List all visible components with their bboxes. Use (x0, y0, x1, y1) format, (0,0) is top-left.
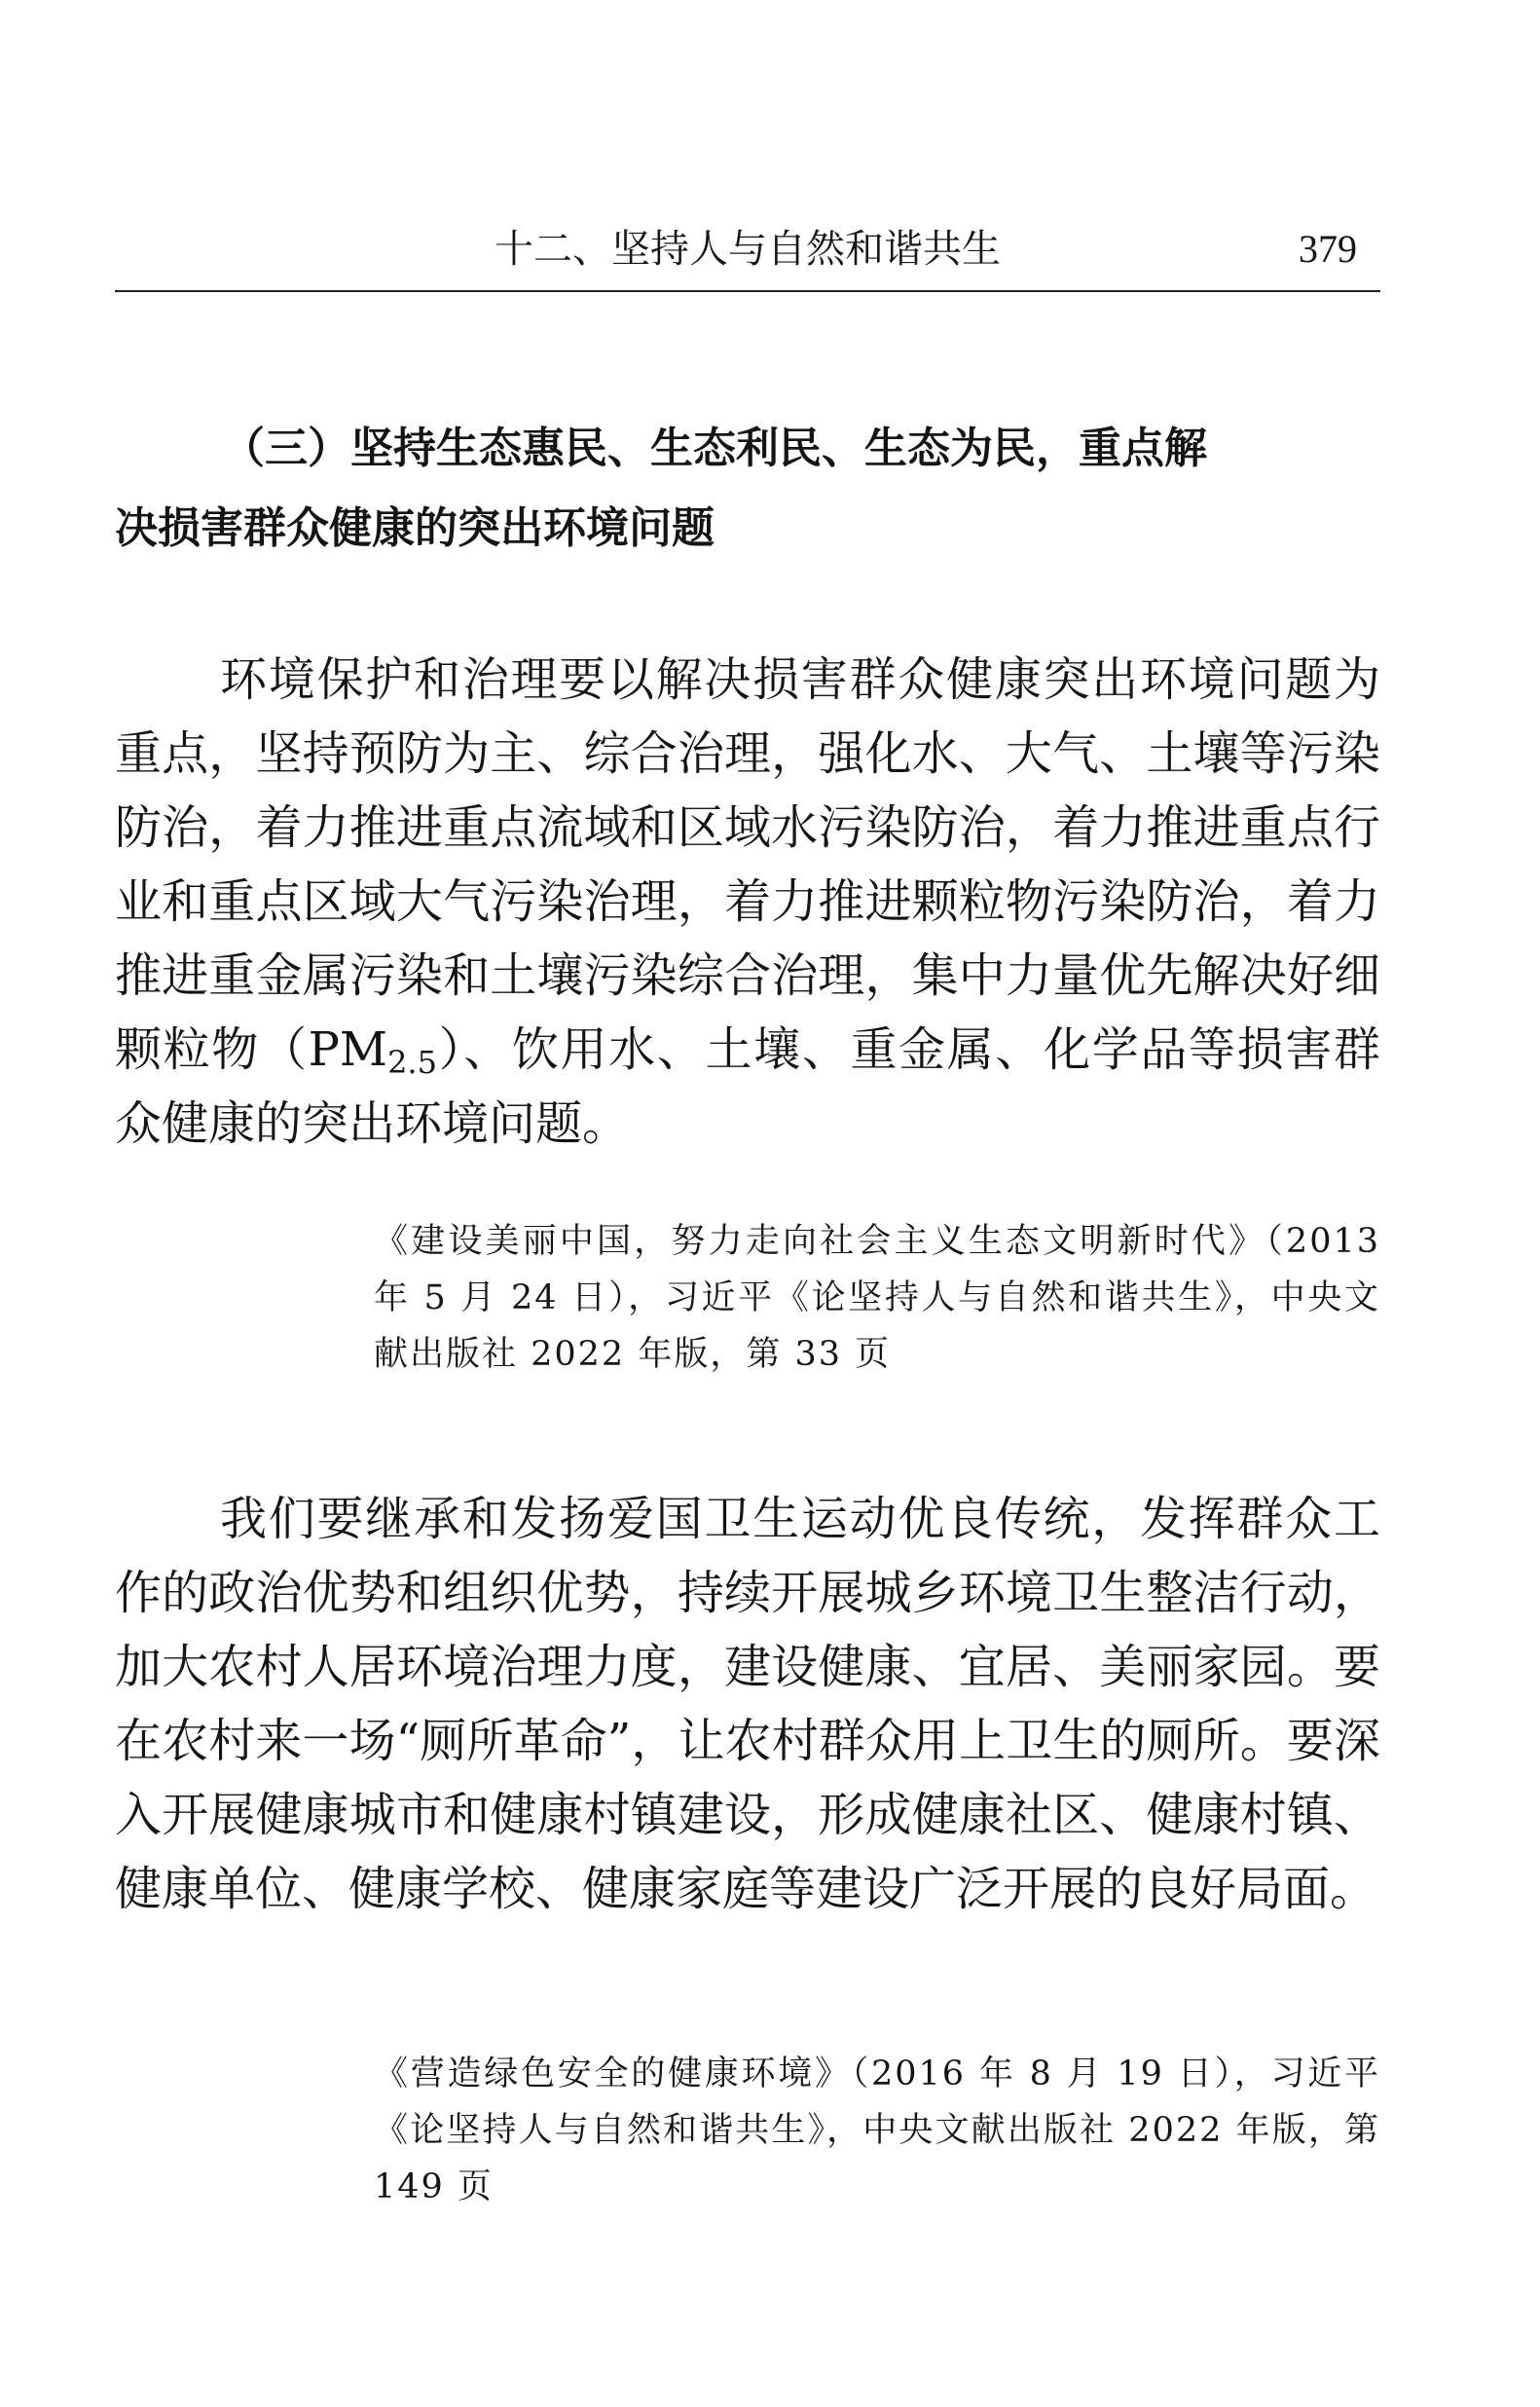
page-header (115, 212, 1380, 292)
section-heading-line-2: 决损害群众健康的突出环境问题 (115, 503, 715, 553)
paragraph-1-text-a: 环境保护和治理要以解决损害群众健康突出环境问题为重点，坚持预防为主、综合治理，强化水、大气、土壤等污染防治，着力推进重点流域和区域水污染防治，着力推进重点行业和重点区域大气污染治理，着力推进颗粒物污染防治，着力推进重金属污染和土壤污染综合治理，集中力量优先解决好细颗粒物（PM (115, 652, 1380, 1077)
body-paragraph-1 (115, 643, 1380, 1161)
section-heading (115, 409, 1380, 569)
section-heading-line-1: （三）坚持生态惠民、生态利民、生态为民，重点解 (222, 424, 1207, 473)
pm-subscript: 2.5 (387, 1044, 437, 1081)
citation-2: 《营造绿色安全的健康环境》（2016 年 8 月 19 日），习近平《论坚持人与自然和谐共生》，中央文献出版社 2022 年版，第 149 页 (374, 2055, 1380, 2206)
paragraph-1-text-b: ）、饮用水、土壤、重金属、化学品等损害群众健康的突出环境问题。 (115, 1022, 1380, 1151)
body-paragraph-2: 我们要继承和发扬爱国卫生运动优良传统，发挥群众工作的政治优势和组织优势，持续开展城乡环境卫生整洁行动，加大农村人居环境治理力度，建设健康、宜居、美丽家园。要在农村来一场“厕所革命”，让农村群众用上卫生的厕所。要深入开展健康城市和健康村镇建设，形成健康社区、健康村镇、健康单位、健康学校、健康家庭等建设广泛开展的良好局面。 (115, 1492, 1380, 1916)
citation-1: 《建设美丽中国，努力走向社会主义生态文明新时代》（2013 年 5 月 24 日），习近平《论坚持人与自然和谐共生》，中央文献出版社 2022 年版，第 33 页 (374, 1222, 1380, 1374)
page-number: 379 (1299, 227, 1357, 271)
running-title: 十二、坚持人与自然和谐共生 (495, 227, 1001, 272)
